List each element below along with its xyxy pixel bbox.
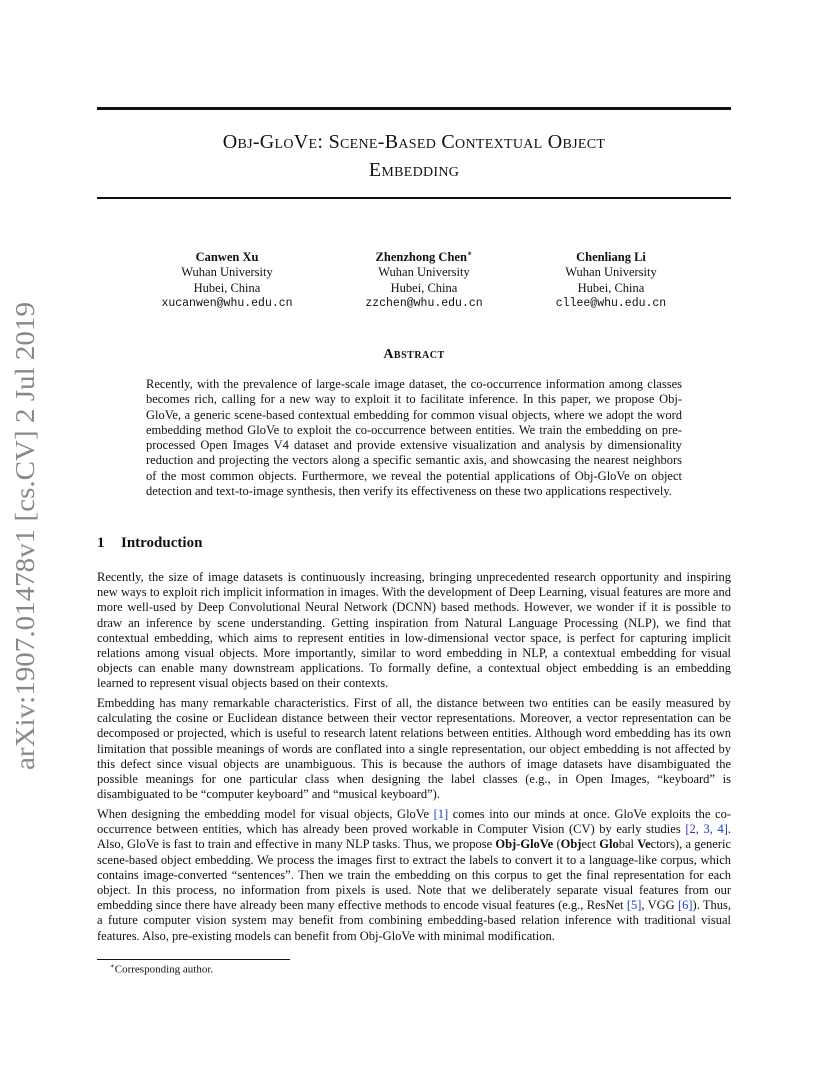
title-rule-top	[97, 107, 731, 110]
abstract-heading: Abstract	[383, 347, 445, 362]
section-number: 1	[97, 535, 105, 551]
author-location: Hubei, China	[390, 280, 458, 295]
author-name: Canwen Xu	[195, 250, 259, 265]
arxiv-identifier: arXiv:1907.01478v1 [cs.CV] 2 Jul 2019	[10, 335, 40, 770]
citation-link[interactable]: [1]	[433, 807, 449, 821]
intro-paragraph-1: Recently, the size of image datasets is continuously increasing, bringing unprecedented research opportunity and inspiring new ways to exploit rich implicit information in images. With the development of Deep Learning, visual features are more and more well-used by Deep Convolutional Neural Network (DCNN) based methods. However, we wonder if it is possible to draw an inference by scene understanding. Getting inspiration from Natural Language Processing (NLP), we find that contextual embedding, which aims to represent entities in low-dimensional vector space, is perfect for capturing implicit relations among visual objects. More importantly, similar to word embedding in NLP, a contextual embedding for visual objects can enable many downstream applications. To formally define, a contextual object embedding is an embedding learned to represent visual objects based on their contexts.	[97, 570, 731, 691]
author-email[interactable]: xucanwen@whu.edu.cn	[161, 296, 293, 310]
author-location: Hubei, China	[577, 280, 645, 295]
citation-link[interactable]: [5]	[626, 898, 642, 913]
author-affiliation: Wuhan University	[565, 265, 657, 280]
author-name: Chenliang Li	[576, 250, 646, 265]
author-affiliation: Wuhan University	[181, 265, 273, 280]
paper-title-line-1: Obj-GloVe: Scene-Based Contextual Object	[222, 131, 606, 153]
paper-title-line-2: Embedding	[368, 159, 460, 181]
author-name: Zhenzhong Chen∗	[375, 249, 473, 265]
section-title: Introduction	[121, 535, 203, 551]
author-1	[137, 246, 317, 311]
citation-link[interactable]: [6]	[677, 898, 693, 913]
author-2	[334, 246, 514, 311]
author-block	[97, 246, 731, 316]
author-email[interactable]: cllee@whu.edu.cn	[555, 296, 667, 310]
footnote-rule	[97, 959, 290, 960]
author-location: Hubei, China	[193, 280, 261, 295]
citation-link[interactable]: [2, 3, 4]	[685, 822, 728, 837]
footnote-text: Corresponding author.	[114, 963, 214, 976]
paper-title	[97, 128, 731, 184]
author-3	[521, 246, 701, 311]
intro-paragraph-3: When designing the embedding model for visual objects, GloVe [1] comes into our minds at once. GloVe exploits the co-occurrence between entities, which has already been proved workable in Computer Vision (CV) by early studies [2, 3, 4]. Also, GloVe is fast to train and effective in many NLP tasks. Thus, we propose Obj-GloVe (Object Global Vectors), a generic scene-based object embedding. We process the images first to extract the labels to convert it to a language-like corpus, which contains image-converted “sentences”. Then we train the embedding on this corpus to get the final representation for each object. In this process, no information from pixels is used. Note that we deliberately separate visual features from our embedding since there have already been many effective methods to encode visual features (e.g., ResNet [5], VGG [6]). Thus, a future computer vision system may benefit from combining embedding-based relation inference with traditional visual features. Also, pre-existing models can benefit from Obj-GloVe with minimal modification.	[97, 807, 732, 943]
intro-paragraph-2: Embedding has many remarkable characteristics. First of all, the distance between two entities can be easily measured by calculating the cosine or Euclidean distance between their vector representations. Moreover, a vector representation can be decomposed or projected, which is useful to research latent relations between entities. Although word embedding has its own limitation that possible meanings of words are conflated into a single representation, our object embedding is not affected by this defect since visual objects are unambiguous. This is because the authors of image datasets have disambiguated the possible meanings for one particular class when designing the label classes (e.g., in Open Images, “keyboard” is disambiguated to be “computer keyboard” and “musical keyboard”).	[97, 696, 731, 802]
corresponding-author-mark: ∗	[466, 249, 473, 258]
section-heading-introduction	[97, 535, 202, 552]
title-rule-bottom	[97, 197, 731, 199]
author-email[interactable]: zzchen@whu.edu.cn	[365, 296, 483, 310]
footnote	[110, 962, 213, 976]
author-affiliation: Wuhan University	[378, 265, 470, 280]
footnote-mark: ∗	[110, 962, 115, 970]
arxiv-sidebar	[4, 300, 48, 770]
abstract-text: Recently, with the prevalence of large-scale image dataset, the co-occurrence information among classes becomes rich, calling for a new way to exploit it to facilitate inference. In this paper, we propose Obj-GloVe, a generic scene-based contextual embedding for common visual objects, where we adopt the word embedding method GloVe to exploit the co-occurrence between entities. We train the embedding on pre-processed Open Images V4 dataset and provide extensive visualization and analysis by dimensionality reduction and projecting the vectors along a specific semantic axis, and showcasing the nearest neighbors of the most common objects. Furthermore, we reveal the potential applications of Obj-GloVe on object detection and text-to-image synthesis, then verify its effectiveness on these two applications respectively.	[146, 377, 682, 499]
